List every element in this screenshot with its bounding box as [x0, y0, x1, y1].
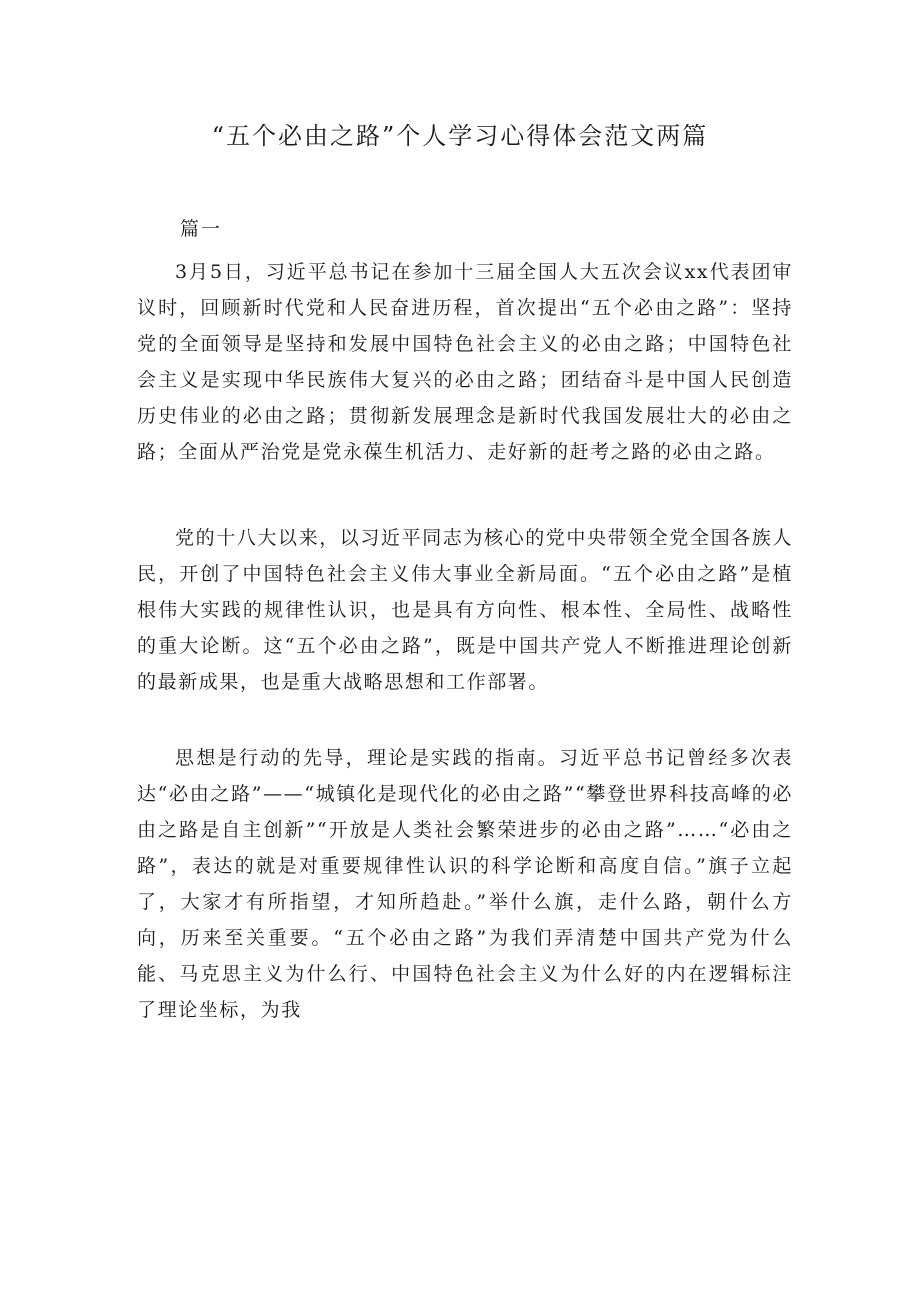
document-title: “五个必由之路”个人学习心得体会范文两篇	[211, 122, 709, 150]
paragraph-3: 思想是行动的先导，理论是实践的指南。习近平总书记曾经多次表达“必由之路”——“城镇化是现代化的必由之路”“攀登世界科技高峰的必由之路是自主创新”“开放是人类社会繁荣进步的必由之路”……“必由之路”，表达的就是对重要规律性认识的科学论断和高度自信。”旗子立起了，大家才有所指望，才知所趋赴。”举什么旗，走什么路，朝什么方向，历来至关重要。“五个必由之路”为我们弄清楚中国共产党为什么能、马克思主义为什么行、中国特色社会主义为什么好的内在逻辑标注了理论坐标，为我	[137, 747, 793, 1021]
section-heading: 篇一	[180, 218, 223, 240]
paragraph-1: 3月5日，习近平总书记在参加十三届全国人大五次会议xx代表团审议时，回顾新时代党和人民奋进历程，首次提出“五个必由之路”：坚持党的全面领导是坚持和发展中国特色社会主义的必由之路；中国特色社会主义是实现中华民族伟大复兴的必由之路；团结奋斗是中国人民创造历史伟业的必由之路；贯彻新发展理念是新时代我国发展壮大的必由之路；全面从严治党是党永葆生机活力、走好新的赶考之路的必由之路。	[137, 261, 793, 463]
paragraph-2: 党的十八大以来，以习近平同志为核心的党中央带领全党全国各族人民，开创了中国特色社会主义伟大事业全新局面。“五个必由之路”是植根伟大实践的规律性认识，也是具有方向性、根本性、全局性、战略性的重大论断。这“五个必由之路”，既是中国共产党人不断推进理论创新的最新成果，也是重大战略思想和工作部署。	[137, 527, 794, 693]
